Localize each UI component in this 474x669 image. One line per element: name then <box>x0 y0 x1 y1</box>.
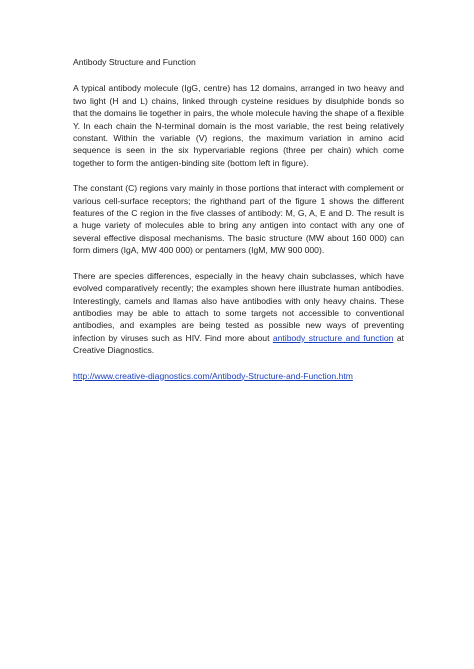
paragraph-structure: A typical antibody molecule (IgG, centre) has 12 domains, arranged in two heavy and two light (H and L) chains, linked through cysteine residues by disulphide bonds so that the domains lie together in pairs, the whole molecule having the shape of a flexible Y. In each chain the N-terminal domain is the most variable, the rest being relatively constant. Within the variable (V) regions, the maximum variation in amino acid sequence is seen in the six hypervariable regions (three per chain) which come together to form the antigen-binding site (bottom left in figure). <box>73 83 404 168</box>
source-url-link[interactable]: http://www.creative-diagnostics.com/Antibody-Structure-and-Function.htm <box>73 370 353 381</box>
paragraph-species-text: There are species differences, especially in the heavy chain subclasses, which have evolved comparatively recently; the examples shown here illustrate human antibodies. Interestingly, camels and llamas also have antibodies with only heavy chains. These antibodies may be able to attach to some targets not accessible to conventional antibodies, and examples are being tested as possible new ways of preventing infection by viruses such as HIV. Find more about <box>73 270 404 343</box>
document-body <box>73 56 404 382</box>
paragraph-constant-regions: The constant (C) regions vary mainly in those portions that interact with complement or various cell-surface receptors; the righthand part of the figure 1 shows the different features of the C region in the five classes of antibody: M, G, A, E and D. The result is a huge variety of molecules able to bring any antigen into contact with any one of several effective disposal mechanisms. The basic structure (MW about 160 000) can form dimers (IgA, MW 400 000) or pentamers (IgM, MW 900 000). <box>73 183 404 256</box>
source-url-line <box>73 370 404 382</box>
paragraph-species-tail: at Creative Diagnostics. <box>73 332 404 356</box>
document-title: Antibody Structure and Function <box>73 57 196 67</box>
paragraph-species-differences <box>73 270 404 357</box>
antibody-structure-link[interactable]: antibody structure and function <box>272 332 394 343</box>
